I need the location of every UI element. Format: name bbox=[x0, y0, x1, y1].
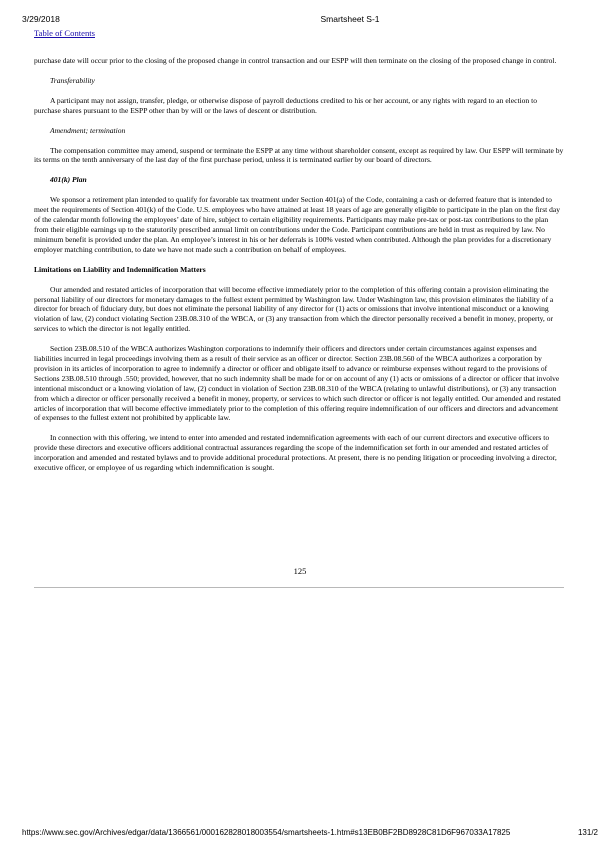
limitations-heading: Limitations on Liability and Indemnification Matters bbox=[34, 264, 206, 274]
source-url: https://www.sec.gov/Archives/edgar/data/1366561/000162828018003554/smartsheets-1.htm#s13EB0BF2BD8928C81D6F967033A17825 bbox=[22, 828, 511, 837]
table-of-contents-link[interactable]: Table of Contents bbox=[34, 28, 95, 38]
print-page-count: 131/2 bbox=[577, 828, 598, 837]
limitations-paragraph-2: Section 23B.08.510 of the WBCA authorizes Washington corporations to indemnify their officers and directors under certain circumstances against expenses and liabilities incurred in legal proceedings involving them as a result of their service as an officer or director. Section 23B.08.560 of the WBCA authorizes a corporation by provision in its articles of incorporation to agree to indemnify a director or officer and obligate itself to advance or reimburse expenses without regard to the provisions of Sections 23B.08.510 through .550; provided, however, that no such indemnity shall be made for or on account of any (1) acts or omissions of a director or officer that involve intentional misconduct or a knowing violation of law, (2) conduct in violation of Section 23B.08.310 of the WBCA (relating to unlawful distributions), or (3) any transaction from which a director or officer personally received a benefit in money, property, or services to which such director or officer is not legally entitled. Our amended and restated articles of incorporation that will become effective immediately prior to the completion of this offering require indemnification of our officers and directors and advancement of expenses to the fullest extent not prohibited by applicable law. bbox=[34, 344, 561, 423]
amendment-heading: Amendment; termination bbox=[50, 125, 126, 135]
amendment-paragraph: The compensation committee may amend, suspend or terminate the ESPP at any time without shareholder consent, except as required by law. Our ESPP will terminate by its terms on the tenth anniversary of the last day of the first purchase period, unless it is terminated earlier by our board of directors. bbox=[34, 145, 564, 165]
transferability-heading: Transferability bbox=[50, 75, 95, 85]
print-date: 3/29/2018 bbox=[22, 14, 60, 24]
plan-401k-heading: 401(k) Plan bbox=[50, 175, 87, 185]
document-body bbox=[34, 56, 564, 483]
limitations-paragraph-1: Our amended and restated articles of incorporation that will become effective immediately prior to the completion of this offering contain a provision eliminating the personal liability of our directors for monetary damages to the fullest extent permitted by Washington law. Under Washington law, this provision eliminates the liability of a director for breach of fiduciary duty, but does not eliminate the personal liability of any director for (1) acts or omissions that involve intentional misconduct or a knowing violation of law, (2) conduct violating Section 23B.08.310 of the WBCA, or (3) any transaction from which the director personally received a benefit in money, property, or services to which the director is not legally entitled. bbox=[34, 284, 554, 334]
intro-paragraph: purchase date will occur prior to the closing of the proposed change in control transaction and our ESPP will then terminate on the closing of the proposed change in control. bbox=[34, 56, 557, 65]
print-header bbox=[0, 14, 600, 28]
print-footer bbox=[0, 828, 600, 840]
document-title: Smartsheet S-1 bbox=[320, 14, 380, 24]
plan-401k-paragraph: We sponsor a retirement plan intended to qualify for favorable tax treatment under Section 401(a) of the Code, containing a cash or deferred feature that is intended to meet the requirements of Section 401(k) of the Code. U.S. employees who have attained at least 18 years of age are generally eligible to participate in the plan on the first day of the calendar month following the employees’ date of hire, subject to certain eligibility requirements. Participants may make pre-tax or post-tax contributions to the plan from their eligible earnings up to the statutorily prescribed annual limit on contributions under the Code. Participant contributions are held in trust as required by law. No minimum benefit is provided under the plan. An employee’s interest in his or her deferrals is 100% vested when contributed. Although the plan provides for a discretionary employer matching contribution, to date we have not made such a contribution on behalf of employees. bbox=[34, 195, 561, 254]
transferability-paragraph: A participant may not assign, transfer, pledge, or otherwise dispose of payroll deductions credited to his or her account, or any rights with regard to an election to purchase shares pursuant to the ESPP other than by will or the laws of descent or distribution. bbox=[34, 95, 537, 115]
page-divider bbox=[34, 587, 564, 588]
page-number: 125 bbox=[293, 566, 307, 576]
limitations-paragraph-3: In connection with this offering, we intend to enter into amended and restated indemnification agreements with each of our current directors and executive officers to provide these directors and executive officers additional contractual assurances regarding the scope of the indemnification set forth in our amended and restated articles of incorporation and amended and restated bylaws and to provide additional procedural protections. At present, there is no pending litigation or proceeding involving a director, executive officer, or employee of us regarding which indemnification is sought. bbox=[34, 433, 557, 473]
